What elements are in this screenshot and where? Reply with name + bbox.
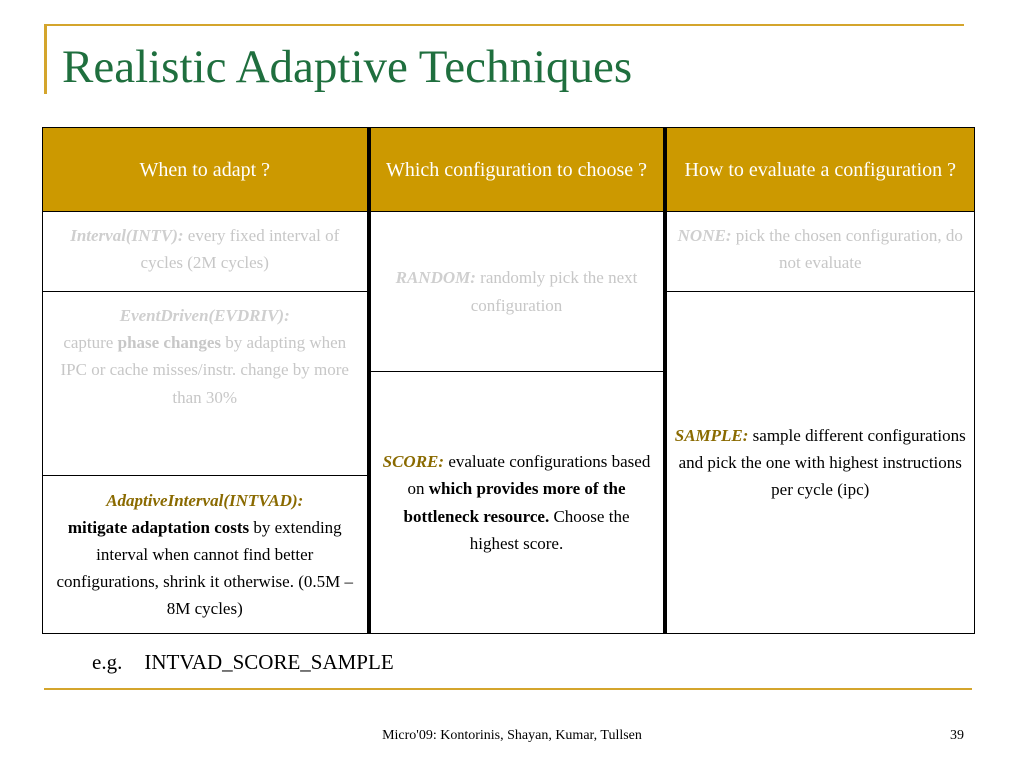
intvad-text: by extending interval when cannot find better configurations, shrink it otherwise. (0.5M – 8M cycles)	[56, 517, 353, 619]
cell-random	[369, 212, 665, 372]
sample-text: sample different configurations and pick the one with highest instructions per cycle (ipc)	[678, 425, 966, 500]
score-text-2: Choose the highest score.	[469, 506, 630, 553]
cell-intv	[43, 212, 369, 292]
none-label: NONE:	[677, 226, 732, 245]
top-rule	[44, 24, 964, 26]
score-label: SCORE:	[382, 452, 445, 472]
intv-label: Interval(INTV):	[70, 226, 184, 245]
header-how-to-evaluate: How to evaluate a configuration ?	[665, 128, 975, 212]
sample-label: SAMPLE:	[674, 425, 749, 445]
techniques-table	[42, 127, 975, 634]
example-prefix: e.g.	[92, 650, 123, 674]
left-accent-bar	[44, 24, 47, 94]
cell-intvad	[43, 476, 369, 634]
cell-evdriv	[43, 292, 369, 476]
evdriv-label: EventDriven(EVDRIV):	[119, 306, 290, 325]
header-when-to-adapt: When to adapt ?	[43, 128, 369, 212]
header-which-configuration: Which configuration to choose ?	[369, 128, 665, 212]
slide-title: Realistic Adaptive Techniques	[62, 41, 633, 93]
intvad-label: AdaptiveInterval(INTVAD):	[106, 490, 304, 510]
random-label: RANDOM:	[395, 268, 476, 288]
cell-none	[665, 212, 975, 292]
none-text: pick the chosen configuration, do not evaluate	[731, 226, 963, 273]
example-line	[92, 650, 394, 675]
evdriv-text-2: by adapting when IPC or cache misses/instr. change by more than 30%	[60, 333, 349, 407]
table-row	[43, 212, 975, 292]
intv-text: every fixed interval of cycles (2M cycles)	[140, 226, 340, 273]
score-text-1: evaluate configurations based on	[407, 452, 651, 499]
evdriv-bold: phase changes	[117, 333, 222, 353]
header-row	[43, 128, 975, 212]
footer-citation: Micro'09: Kontorinis, Shayan, Kumar, Tullsen	[382, 728, 642, 743]
evdriv-text-1: capture	[63, 333, 118, 353]
bottom-rule	[44, 688, 972, 690]
intvad-bold: mitigate adaptation costs	[67, 517, 250, 537]
page-number: 39	[950, 728, 964, 743]
cell-sample	[665, 292, 975, 634]
score-bold: which provides more of the bottleneck resource.	[403, 479, 626, 526]
random-text: randomly pick the next configuration	[470, 268, 638, 315]
example-value: INTVAD_SCORE_SAMPLE	[144, 650, 394, 674]
cell-score	[369, 372, 665, 634]
